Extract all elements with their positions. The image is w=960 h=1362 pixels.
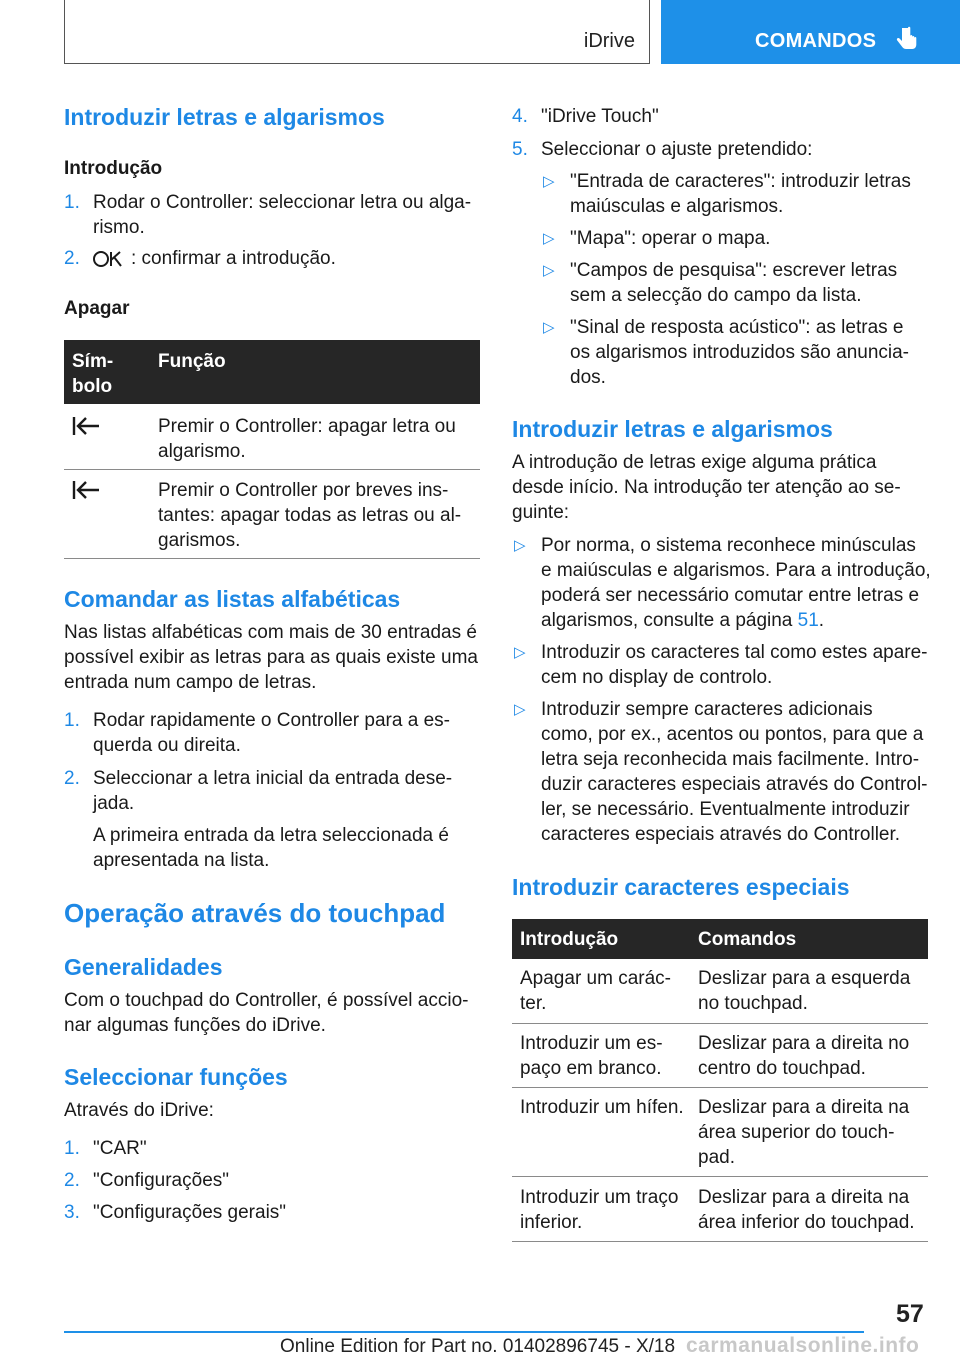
bullet-text-line: Introduzir sempre caracteres adicionais [541,699,873,720]
step-number: 1. [64,710,80,731]
table-row-divider [512,1176,928,1177]
bullet-text-line: caracteres especiais através do Controller. [541,824,901,845]
table-cell-line: Introduzir um hífen. [520,1097,684,1118]
col-header-function: Função [158,351,226,372]
table-cell-line: Deslizar para a esquerda [698,968,911,989]
paragraph-line: guinte: [512,502,570,523]
bullet-triangle-icon: ▷ [514,537,526,554]
col-header-symbol: bolo [72,376,113,397]
hand-pointer-icon [895,26,919,54]
paragraph-line: A introdução de letras exige alguma prática [512,452,877,473]
bullet-text-line: Por norma, o sistema reconhece minúsculas [541,535,916,556]
step-number: 1. [64,192,80,213]
step-text: Seleccionar o ajuste pretendido: [541,139,813,160]
heading-general: Generalidades [64,954,223,980]
bullet-text-line: "Mapa": operar o mapa. [570,228,771,249]
step-text-line: rismo. [93,217,145,238]
heading-select-functions: Seleccionar funções [64,1064,288,1090]
page-reference-link[interactable]: 51 [797,610,819,631]
page-number: 57 [896,1300,924,1328]
heading-special-chars: Introduzir caracteres especiais [512,874,850,900]
table-cell-line: garismos. [158,530,241,551]
bullet-text-line: letra seja reconhecida mais facilmente. Intro- [541,749,920,770]
bullet-text-line: "Entrada de caracteres": introduzir letras [570,171,911,192]
step-number: 3. [64,1202,80,1223]
footer-edition: Online Edition for Part no. 01402896745 - X/18 [280,1336,676,1357]
table-row-divider [512,1023,928,1024]
bullet-triangle-icon: ▷ [543,230,555,247]
bullet-triangle-icon: ▷ [514,701,526,718]
step-text: "iDrive Touch" [541,106,659,127]
subheading-intro: Introdução [64,158,163,179]
heading-intro-letters: Introduzir letras e algarismos [64,104,385,130]
bullet-triangle-icon: ▷ [543,262,555,279]
col-header-input: Introdução [520,929,619,950]
step-number: 1. [64,1138,80,1159]
table-cell-line: Deslizar para a direita na [698,1187,910,1208]
table-cell-line: área inferior do touchpad. [698,1212,915,1233]
table-cell-line: pad. [698,1147,735,1168]
paragraph-line: entrada num campo de letras. [64,672,317,693]
step-text-line: jada. [93,793,135,814]
subheading-delete: Apagar [64,298,130,319]
bullet-text-line: como, por ex., acentos ou pontos, para que a [541,724,924,745]
table-cell-line: área superior do touch- [698,1122,895,1143]
footer-rule [64,1331,864,1333]
table-cell-line: Deslizar para a direita na [698,1097,910,1118]
table-cell-line: Introduzir um traço [520,1187,679,1208]
step-text: "Configurações" [93,1170,230,1191]
header-chapter-tab [661,0,960,64]
paragraph-line: possível exibir as letras para as quais existe uma [64,647,478,668]
heading-touchpad: Operação através do touchpad [64,898,446,928]
col-header-symbol: Sím- [72,351,114,372]
table-cell-line: centro do touchpad. [698,1058,866,1079]
table-row-divider [64,558,480,559]
bullet-text-line: duzir caracteres especiais através do Control- [541,774,928,795]
bullet-triangle-icon: ▷ [514,644,526,661]
delete-table-header [64,340,480,404]
watermark: carmanualsonline.info [686,1334,920,1357]
bullet-text-line: e maiúsculas e algarismos. Para a introdução, [541,560,931,581]
table-cell-line: Apagar um carác- [520,968,672,989]
ok-icon [93,249,125,269]
header-chapter-label: COMANDOS [755,30,877,52]
bullet-text-line: maiúsculas e algarismos. [570,196,784,217]
step-text: "CAR" [93,1138,147,1159]
bullet-text-line: os algarismos introduzidos são anuncia- [570,342,910,363]
table-cell-line: no touchpad. [698,993,808,1014]
bullet-triangle-icon: ▷ [543,319,555,336]
bullet-triangle-icon: ▷ [543,173,555,190]
table-row-divider [64,469,480,470]
table-cell-line: inferior. [520,1212,583,1233]
bullet-text-line: "Sinal de resposta acústico": as letras e [570,317,904,338]
table-cell-line: Introduzir um es- [520,1033,663,1054]
step-number: 2. [64,248,80,269]
step-text: "Configurações gerais" [93,1202,287,1223]
table-cell-line: Premir o Controller: apagar letra ou [158,416,456,437]
bullet-text-line [541,608,824,633]
step-text-line: apresentada na lista. [93,850,270,871]
header-section-label: iDrive [583,30,635,52]
bullet-text-line: sem a selecção do campo da lista. [570,285,862,306]
table-cell-line: algarismo. [158,441,246,462]
step-text-line: Rodar rapidamente o Controller para a es- [93,710,450,731]
heading-intro-letters-2: Introduzir letras e algarismos [512,416,833,442]
table-cell-line: Deslizar para a direita no [698,1033,910,1054]
special-table-header [512,919,928,959]
heading-alpha-lists: Comandar as listas alfabéticas [64,586,401,612]
step-number: 4. [512,106,528,127]
bullet-text-line: "Campos de pesquisa": escrever letras [570,260,898,281]
paragraph-line: desde início. Na introdução ter atenção ao se- [512,477,901,498]
backspace-icon [72,415,102,437]
period: . [818,610,825,631]
step-text-line: A primeira entrada da letra seleccionada é [93,825,449,846]
paragraph-line: nar algumas funções do iDrive. [64,1015,326,1036]
table-row-divider [512,1087,928,1088]
table-row-divider [512,1241,928,1242]
paragraph-line: Através do iDrive: [64,1100,214,1121]
bullet-text-line: Introduzir os caracteres tal como estes apare- [541,642,928,663]
step-text: : confirmar a introdução. [131,248,336,269]
step-number: 2. [64,1170,80,1191]
step-text-line: Seleccionar a letra inicial da entrada dese- [93,768,453,789]
paragraph-line: Com o touchpad do Controller, é possível accio- [64,990,469,1011]
bullet-text-line: cem no display de controlo. [541,667,773,688]
table-cell-line: tantes: apagar todas as letras ou al- [158,505,462,526]
col-header-commands: Comandos [698,929,797,950]
step-text-line: Rodar o Controller: seleccionar letra ou alga- [93,192,472,213]
table-cell-line: paço em branco. [520,1058,662,1079]
bullet-text-line: dos. [570,367,606,388]
table-cell-line: Premir o Controller por breves ins- [158,480,449,501]
header-section-box [64,0,650,64]
step-number: 5. [512,139,528,160]
table-cell-line: ter. [520,993,547,1014]
step-number: 2. [64,768,80,789]
backspace-icon [72,479,102,501]
step-text-line: querda ou direita. [93,735,241,756]
bullet-text-line: ler, se necessário. Eventualmente introduzir [541,799,910,820]
bullet-text-line: poderá ser necessário comutar entre letras e [541,585,920,606]
bullet-text-fragment: algarismos, consulte a página [541,610,798,631]
paragraph-line: Nas listas alfabéticas com mais de 30 entradas é [64,622,477,643]
